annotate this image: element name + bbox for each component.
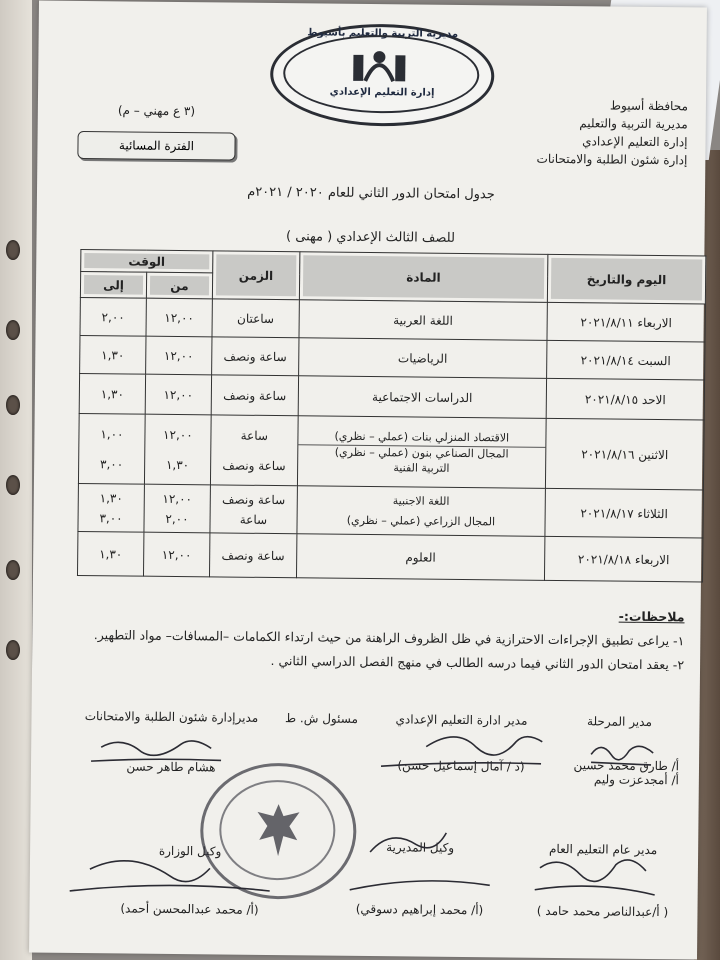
cell-day: الاربعاء ٢٠٢١/٨/١١	[547, 302, 705, 342]
header-duration: الزمن	[212, 251, 299, 300]
exam-schedule-table	[77, 249, 706, 583]
signature-stage-manager	[559, 714, 680, 787]
table-row	[78, 413, 704, 490]
cell-duration: ساعة ونصف	[209, 533, 296, 578]
header-line: محافظة أسيوط	[609, 98, 689, 114]
to-line: ١,٣٠	[99, 490, 123, 505]
cell-subject: العلوم	[296, 534, 545, 581]
header-day-date: اليوم والتاريخ	[547, 254, 706, 304]
signature-title: مسئول ش. ط	[284, 711, 359, 726]
binder-hole	[6, 640, 20, 660]
signature-affairs-director	[71, 709, 272, 775]
cell-to: ١,٣٠	[77, 531, 143, 576]
signature-title: وكيل الوزارة	[158, 843, 222, 859]
binder-hole	[6, 240, 20, 260]
cell-from: ١٢,٠٠	[146, 298, 212, 337]
cell-to: ١,٣٠	[80, 335, 146, 374]
logo-bottom-text: إدارة التعليم الإعدادي	[329, 86, 435, 99]
official-stamp	[200, 762, 357, 900]
schedule-title: جدول امتحان الدور الثاني للعام ٢٠٢٠ / ٢٠٢١م	[247, 184, 495, 203]
cell-day: السبت ٢٠٢١/٨/١٤	[546, 340, 704, 380]
cell-day: الاحد ٢٠٢١/٨/١٥	[546, 378, 704, 420]
ministry-logo	[270, 23, 495, 127]
binder-hole	[6, 320, 20, 340]
cell-from	[144, 414, 211, 485]
header-to: إلى	[80, 271, 146, 298]
header-from: من	[146, 272, 212, 299]
signature-space	[340, 854, 500, 904]
signature-name: ( أ/عبدالناصر محمد حامد )	[536, 903, 669, 920]
duration-line: ساعة	[239, 512, 268, 527]
subject-line: الاقتصاد المنزلي بنات (عملي – نظري)	[334, 429, 510, 444]
notes-heading: ملاحظات:-	[618, 608, 685, 625]
signature-name: هشام طاهر حسن	[126, 759, 216, 775]
logo-top-text: مديرية التربية والتعليم بأسيوط	[307, 27, 459, 40]
signature-space	[528, 856, 678, 906]
cell-day: الاربعاء ٢٠٢١/٨/١٨	[544, 536, 703, 582]
signature-title: مدير ادارة التعليم الإعدادي	[395, 712, 528, 728]
cell-duration: ساعة ونصف	[211, 375, 298, 416]
signature-space	[71, 723, 271, 761]
cell-from: ١٢,٠٠	[146, 336, 212, 375]
from-line: ١,٣٠	[165, 457, 190, 472]
signature-prep-director	[361, 712, 562, 774]
eagle-emblem-icon	[253, 800, 304, 861]
cell-duration: ساعتان	[212, 299, 299, 338]
duration-line: ساعة	[240, 428, 269, 443]
signature-name: أ/ أمجدعزت وليم	[593, 772, 679, 788]
cell-subject: الرياضيات	[298, 338, 546, 379]
cell-from	[144, 484, 210, 533]
signature-name: أ/ طارق محمد حسين	[573, 758, 680, 774]
table-row	[80, 335, 705, 380]
cell-subject	[297, 486, 546, 537]
cell-to	[78, 413, 145, 484]
signature-title: مدير عام التعليم العام	[548, 841, 658, 858]
note-item: ٢- يعقد امتحان الدور الثاني فيما درسه الطالب في منهج الفصل الدراسي الثاني .	[270, 652, 685, 673]
subject-line: التربية الفنية	[393, 460, 450, 475]
signature-space	[361, 726, 561, 760]
header-line: إدارة شئون الطلبة والامتحانات	[536, 151, 688, 168]
grade-title: للصف الثالث الإعدادي ( مهنى )	[286, 229, 456, 246]
header-subject: المادة	[299, 252, 548, 303]
subject-line: اللغة الاجنبية	[392, 493, 450, 508]
table-row	[79, 373, 704, 420]
header-time: الوقت	[81, 249, 213, 272]
from-line: ١٢,٠٠	[163, 427, 193, 442]
header-line: مديرية التربية والتعليم	[579, 116, 688, 132]
cell-duration	[210, 485, 297, 534]
notes-section	[64, 599, 685, 677]
duration-line: ساعة ونصف	[222, 457, 286, 473]
cell-day: الاثنين ٢٠٢١/٨/١٦	[545, 418, 704, 490]
cell-duration: ساعة ونصف	[212, 337, 299, 376]
subject-line: المجال الصناعي بنون (عملي – نظري)	[298, 444, 545, 461]
to-line: ٣,٠٠	[99, 456, 124, 471]
signature-space	[559, 728, 679, 759]
duration-line: ساعة ونصف	[222, 491, 286, 507]
signature-name: (أ/ محمد عبدالمحسن أحمد)	[120, 901, 259, 917]
signature-title: مدير المرحلة	[586, 714, 652, 729]
to-line: ١,٠٠	[100, 426, 124, 441]
cell-from: ١٢,٠٠	[145, 374, 211, 415]
signature-general-director	[527, 842, 678, 920]
note-item: ١- يراعى تطبيق الإجراءات الاحترازية في ظل الظروف الراهنة من حيث ارتداء الكمامات –المسافات– مواد التطهير.	[93, 627, 685, 649]
cell-to: ١,٣٠	[79, 373, 145, 414]
binder-hole	[6, 395, 20, 415]
period-label: الفترة المسائية	[77, 131, 235, 161]
cell-subject	[297, 416, 546, 489]
cell-to	[78, 483, 144, 532]
signature-title: وكيل المديرية	[386, 840, 455, 855]
signature-deputy-directorate	[339, 840, 500, 918]
signature-title: مديرإدارة شئون الطلبة والامتحانات	[84, 709, 259, 725]
table-row	[80, 297, 705, 342]
issuing-authority	[536, 96, 688, 170]
table-row	[78, 483, 703, 538]
from-line: ١٢,٠٠	[162, 491, 193, 506]
signature-name: (د / آمال إسماعيل حسن)	[397, 758, 525, 774]
sheet-protector-edge	[0, 0, 32, 960]
binder-hole	[6, 560, 20, 580]
signature-name: (أ/ محمد إبراهيم دسوقي)	[355, 901, 484, 918]
cell-day: الثلاثاء ٢٠٢١/٨/١٧	[545, 488, 704, 538]
header-line: إدارة التعليم الإعدادي	[582, 134, 688, 150]
binder-hole	[6, 475, 20, 495]
cell-subject: الدراسات الاجتماعية	[298, 376, 547, 419]
cell-subject: اللغة العربية	[299, 300, 547, 341]
cell-from: ١٢,٠٠	[143, 532, 209, 577]
subject-line: المجال الزراعي (عملي – نظري)	[346, 513, 496, 528]
signature-sh-t	[276, 711, 366, 726]
document-code: (٣ ع مهني – م)	[117, 103, 196, 119]
cell-to: ٢,٠٠	[80, 297, 146, 336]
document-page	[29, 1, 707, 960]
to-line: ٣,٠٠	[99, 510, 123, 525]
from-line: ٢,٠٠	[165, 511, 189, 526]
book-emblem-icon	[351, 45, 407, 84]
table-row	[77, 531, 702, 582]
cell-duration	[210, 415, 298, 486]
